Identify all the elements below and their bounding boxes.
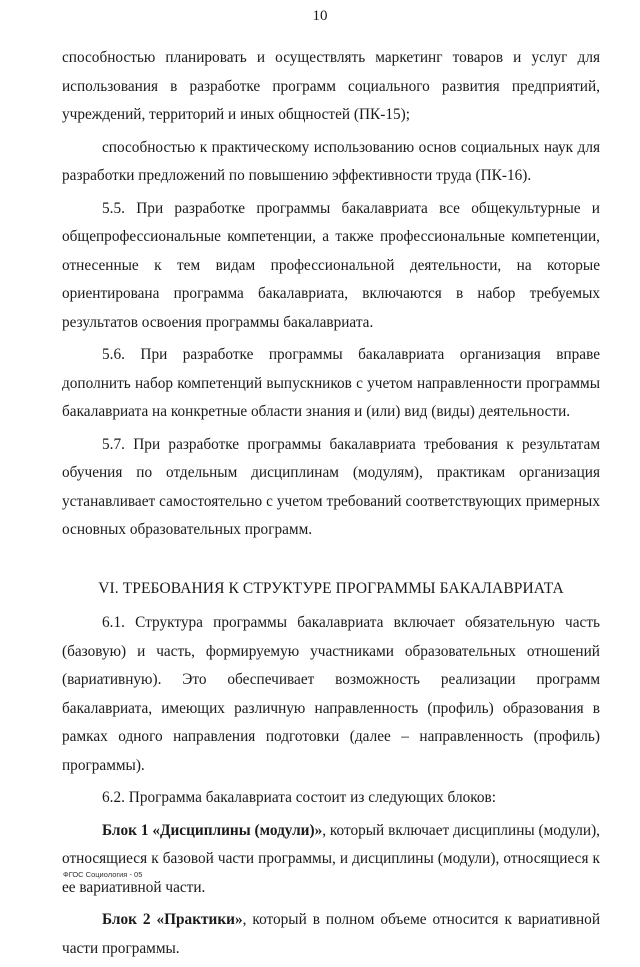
paragraph-pk15: способностью планировать и осуществлять маркетинг товаров и услуг для использования в разработке программ социального развития предприятий, учреждений, территорий и иных общностей (ПК-15); [62, 49, 600, 123]
paragraph-5-5: 5.5. При разработке программы бакалавриата все общекультурные и общепрофессиональные компетенции, а также профессиональные компетенции, отнесенные к тем видам профессиональной деятельности, на которые ориентирована программа бакалавриата, включаются в набор требуемых результатов освоения программы бакалавриата. [62, 199, 600, 331]
paragraph-6-1: 6.1. Структура программы бакалавриата включает обязательную часть (базовую) и часть, формируемую участниками образовательных отношений (вариативную). Это обеспечивает возможность реализации программ бакалавриата, имеющих различную направленность (профиль) образования в рамках одного направления подготовки (далее – направленность (профиль) программы). [62, 614, 600, 774]
block-1-text: , который включает дисциплины (модули), относящиеся к базовой части программы, и дисциплины (модули), относящиеся к ее вариативной части. [62, 821, 600, 896]
paragraph-block-2 [62, 906, 600, 963]
paragraph-pk16: способностью к практическому использованию основ социальных наук для разработки предложений по повышению эффективности труда (ПК-16). [62, 138, 600, 184]
footer-label: ФГОС Социология - 05 [63, 870, 143, 879]
block-2-title: Блок 2 «Практики» [102, 911, 243, 928]
block-1-title: Блок 1 «Дисциплины (модули)» [102, 821, 323, 839]
paragraph-6-2: 6.2. Программа бакалавриата состоит из следующих блоков: [102, 789, 497, 806]
block-2-text: , который в полном объеме относится к вариативной части программы. [62, 911, 601, 957]
paragraph-block-1 [62, 817, 600, 903]
paragraph-5-6: 5.6. При разработке программы бакалавриата организация вправе дополнить набор компетенций выпускников с учетом направленности программы бакалавриата на конкретные области знания и (или) вид (виды) деятельности. [62, 346, 600, 420]
document-body [62, 44, 600, 967]
page-number: 10 [312, 8, 328, 24]
section-heading: VI. ТРЕБОВАНИЯ К СТРУКТУРЕ ПРОГРАММЫ БАКАЛАВРИАТА [98, 579, 564, 597]
paragraph-5-7: 5.7. При разработке программы бакалавриата требования к результатам обучения по отдельным дисциплинам (модулям), практикам организация устанавливает самостоятельно с учетом требований соответствующих примерных основных образовательных программ. [62, 435, 600, 538]
